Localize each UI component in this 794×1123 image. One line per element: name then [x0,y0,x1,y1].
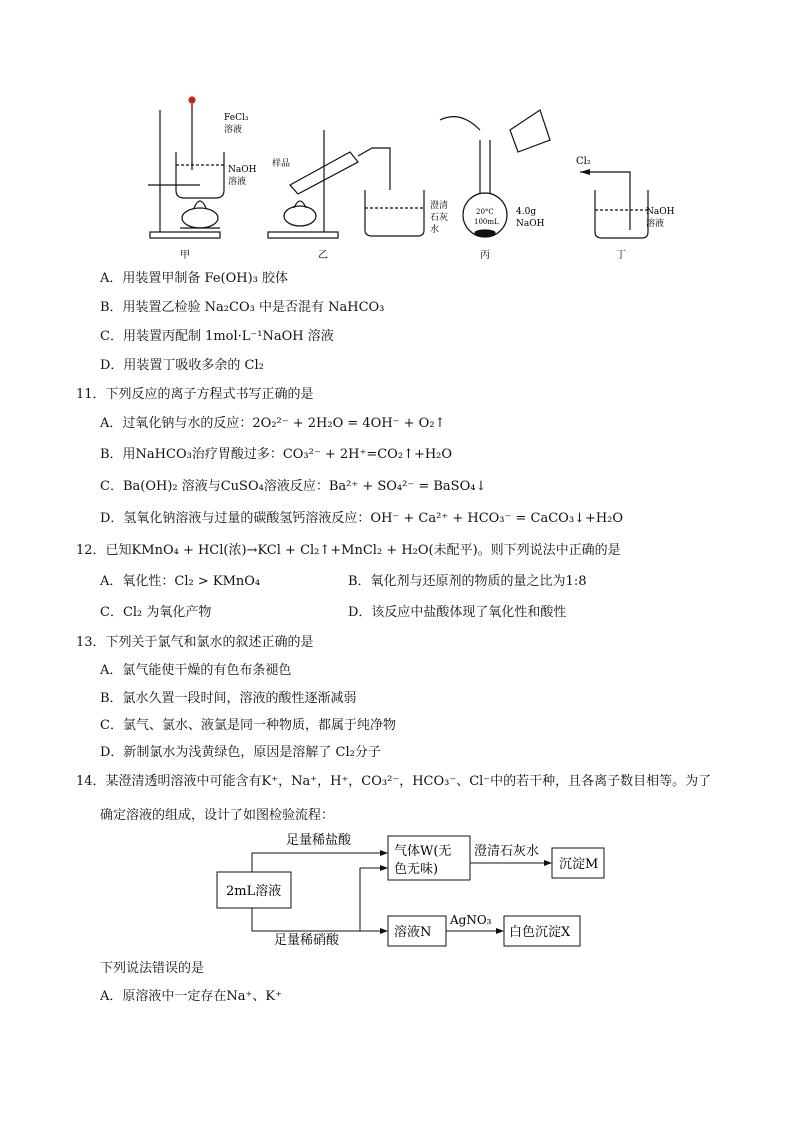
q11-option-b: B．用NaHCO₃治疗胃酸过多：CO₃²⁻ + 2H⁺=CO₂↑+H₂O [100,447,453,462]
q13-option-c: C．氯气、氯水、液氯是同一种物质，都属于纯净物 [100,718,396,733]
flow-sol-n: 溶液N [394,925,432,940]
flow-gas-line2: 色无味) [394,862,439,877]
ding-cl2-label: Cl₂ [576,156,591,167]
jia-caption: 甲 [180,250,190,261]
flow-agno3: AgNO₃ [450,913,492,927]
q13-stem: 13．下列关于氯气和氯水的叙述正确的是 [76,635,314,650]
ding-naoh-label: NaOH [646,207,675,217]
bing-caption: 丙 [480,250,490,261]
q11-stem: 11．下列反应的离子方程式书写正确的是 [76,387,314,402]
q13-option-b: B．氯水久置一段时间，溶液的酸性逐渐减弱 [100,691,357,706]
flow-top-reagent: 足量稀盐酸 [286,833,352,848]
q10-option-d: D．用装置丁吸收多余的 Cl₂ [100,358,264,373]
flow-bottom-reagent: 足量稀硝酸 [274,933,340,948]
q14-ask: 下列说法错误的是 [100,961,205,976]
q11-option-a: A．过氧化钠与水的反应：2O₂²⁻ + 2H₂O = 4OH⁻ + O₂↑ [100,416,446,431]
yi-sample-label: 样品 [272,159,291,169]
q10-option-b: B．用装置乙检验 Na₂CO₃ 中是否混有 NaHCO₃ [100,300,385,315]
q12-option-b: B．氧化剂与还原剂的物质的量之比为1:8 [348,574,587,589]
jia-naoh-sol-label: 溶液 [228,177,247,187]
bing-naoh-label: NaOH [516,219,545,229]
q14-flow-diagram [210,828,610,958]
bing-vol-label: 100mL [474,218,499,226]
q12-stem: 12．已知KMnO₄ + HCl(浓)→KCl + Cl₂↑+MnCl₂ + H₂O(未配平)。则下列说法中正确的是 [76,543,621,558]
yi-limewater-3: 水 [430,225,440,235]
ding-naoh-sol-label: 溶液 [646,219,665,229]
q12-option-a: A．氧化性：Cl₂ > KMnO₄ [100,574,261,589]
flow-gas-line1: 气体W(无 [394,844,452,859]
q12-option-c: C．Cl₂ 为氧化产物 [100,605,212,620]
q14-option-a: A．原溶液中一定存在Na⁺、K⁺ [100,989,282,1004]
q11-option-c: C．Ba(OH)₂ 溶液与CuSO₄溶液反应：Ba²⁺ + SO₄²⁻ = BaSO₄↓ [100,479,487,494]
bing-temp-label: 20°C [476,208,494,216]
jia-fecl3-label: FeCl₃ [224,113,249,123]
apparatus-figure [140,90,675,265]
q10-option-c: C．用装置丙配制 1mol·L⁻¹NaOH 溶液 [100,329,334,344]
q12-option-d: D．该反应中盐酸体现了氧化性和酸性 [348,605,567,620]
bing-mass-label: 4.0g [516,207,537,217]
ding-caption: 丁 [616,250,626,261]
yi-caption: 乙 [318,250,328,261]
flow-ppt-m: 沉淀M [559,857,599,872]
yi-limewater-2: 石灰 [430,213,449,223]
jia-fecl3-sol-label: 溶液 [224,125,243,135]
q10-option-a: A．用装置甲制备 Fe(OH)₃ 胶体 [100,271,289,286]
q11-option-d: D．氢氧化钠溶液与过量的碳酸氢钙溶液反应：OH⁻ + Ca²⁺ + HCO₃⁻ = CaCO₃↓+H₂O [100,511,624,526]
q13-option-a: A．氯气能使干燥的有色布条褪色 [100,663,292,678]
flow-start-label: 2mL溶液 [226,884,282,899]
jia-naoh-label: NaOH [228,165,257,175]
flow-limewater: 澄清石灰水 [474,844,540,859]
q14-stem-line1: 14．某澄清透明溶液中可能含有K⁺，Na⁺，H⁺，CO₃²⁻，HCO₃⁻、Cl⁻中的若干种，且各离子数目相等。为了 [76,774,712,789]
yi-limewater-1: 澄清 [430,201,449,211]
q13-option-d: D．新制氯水为浅黄绿色，原因是溶解了 Cl₂分子 [100,745,381,760]
flow-ppt-x: 白色沉淀X [509,925,571,940]
q14-stem-line2: 确定溶液的组成，设计了如图检验流程： [100,808,335,823]
